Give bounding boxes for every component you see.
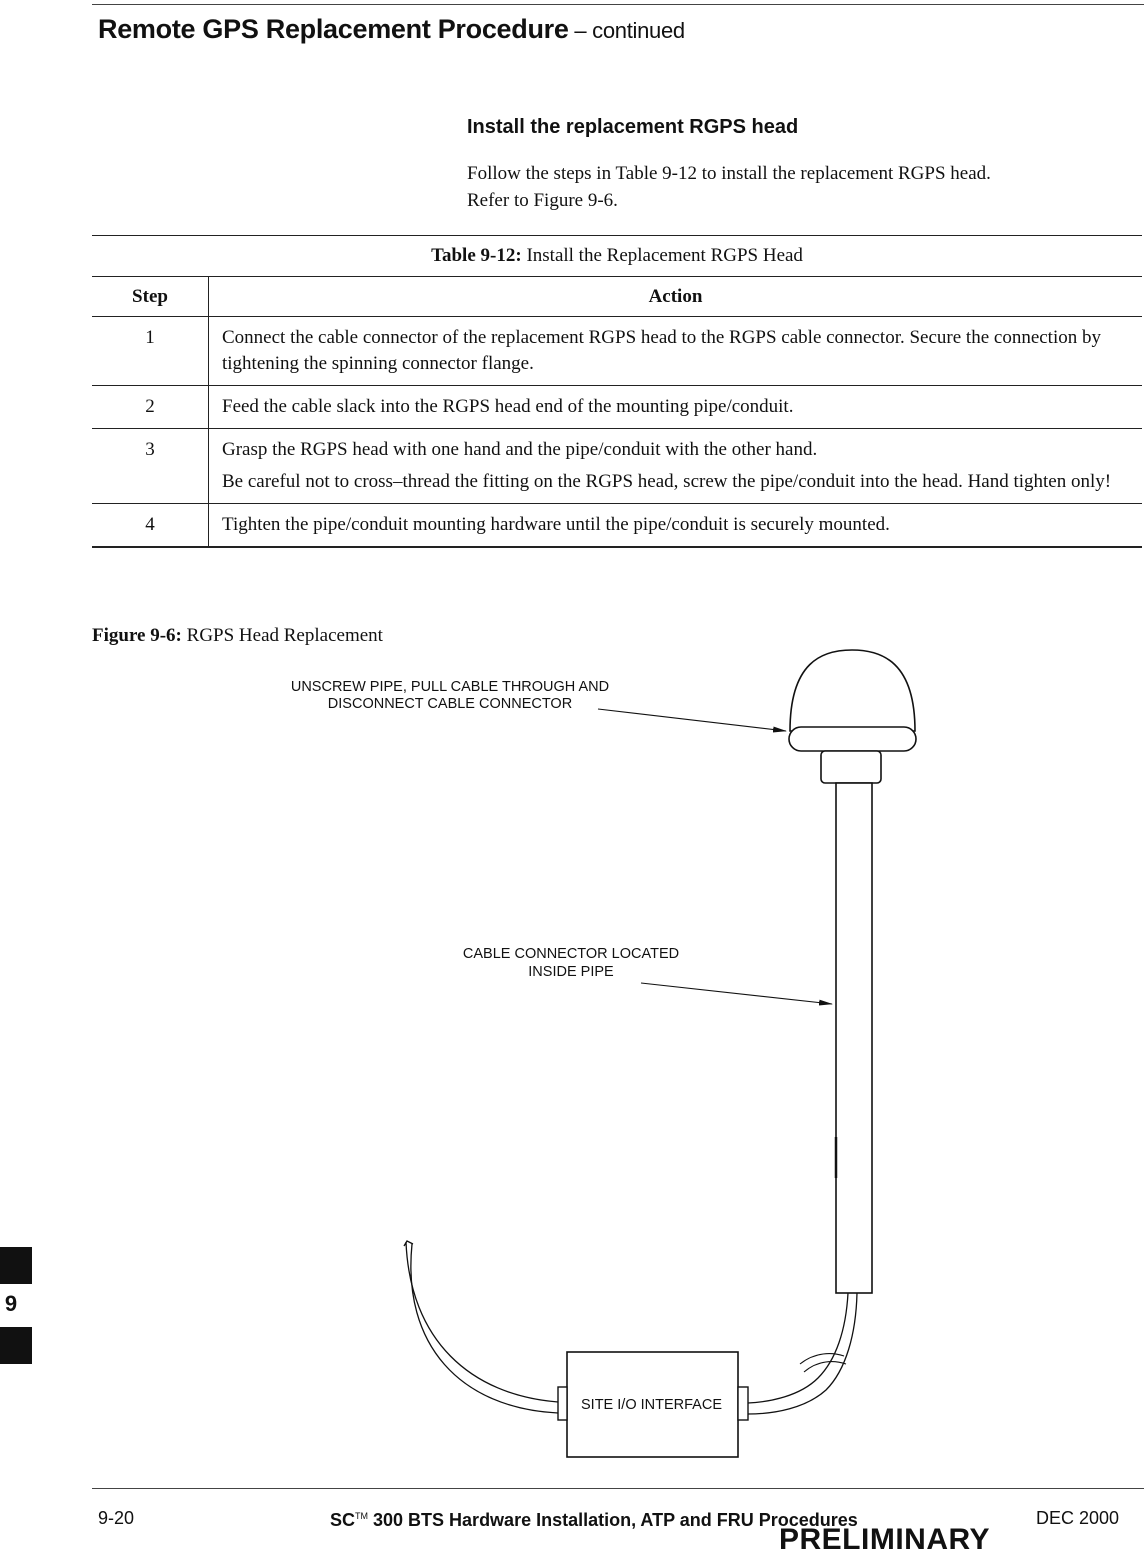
mounting-pipe — [836, 783, 872, 1293]
step-number: 2 — [92, 386, 209, 429]
column-header-step: Step — [92, 277, 209, 317]
footer-date: DEC 2000 — [1036, 1508, 1120, 1528]
preliminary-stamp: PRELIMINARY — [779, 1523, 991, 1556]
site-io-interface-label: SITE I/O INTERFACE — [581, 1397, 722, 1413]
interface-left-connector — [558, 1387, 567, 1420]
cable-twist-mark — [800, 1354, 846, 1372]
chapter-tab-lower — [0, 1327, 32, 1364]
page-heading-continued: – continued — [568, 18, 685, 43]
step-number: 1 — [92, 317, 209, 386]
figure-caption-label: Figure 9-6: — [92, 625, 182, 646]
footer-title-rest: 300 BTS Hardware Installation, ATP and FRU Procedures — [368, 1510, 858, 1530]
footer-title-prefix: SC — [330, 1510, 356, 1530]
trademark-mark: TM — [355, 1511, 369, 1521]
rgps-head-base — [789, 727, 916, 751]
action-text: Feed the cable slack into the RGPS head end of the mounting pipe/conduit. — [222, 396, 794, 417]
action-text: Grasp the RGPS head with one hand and the pipe/conduit with the other hand. — [222, 439, 818, 460]
footer-rule — [92, 1488, 1144, 1489]
section-title: Install the replacement RGPS head — [467, 116, 799, 138]
callout-connector-arrow — [641, 983, 832, 1004]
rgps-head-fitting — [821, 751, 881, 783]
intro-line-1: Follow the steps in Table 9-12 to install the replacement RGPS head. — [467, 163, 991, 184]
callout-unscrew-line-1: UNSCREW PIPE, PULL CABLE THROUGH AND — [290, 679, 610, 695]
step-number: 3 — [92, 429, 209, 504]
callout-connector-line-1: CABLE CONNECTOR LOCATED — [462, 946, 680, 962]
column-header-action: Action — [209, 277, 1143, 317]
chapter-tab-upper — [0, 1247, 32, 1284]
page-number: 9-20 — [98, 1508, 135, 1528]
callout-unscrew-arrow — [598, 709, 786, 731]
chapter-tab-number: 9 — [4, 1291, 18, 1316]
table-caption-text: Install the Replacement RGPS Head — [521, 245, 803, 266]
table-caption-label: Table 9-12: — [431, 245, 522, 266]
action-text: Tighten the pipe/conduit mounting hardware until the pipe/conduit is securely mounted. — [222, 514, 890, 535]
callout-connector-line-2: INSIDE PIPE — [528, 964, 614, 980]
interface-right-connector — [738, 1387, 748, 1420]
action-text: Connect the cable connector of the replacement RGPS head to the RGPS cable connector. Secure the connection by tightening the spinning connector flange. — [222, 327, 1101, 374]
figure-caption-text: RGPS Head Replacement — [181, 625, 383, 646]
action-text: Be careful not to cross–thread the fitting on the RGPS head, screw the pipe/conduit into the head. Hand tighten only! — [222, 471, 1112, 492]
intro-line-2: Refer to Figure 9-6. — [467, 190, 618, 211]
page-heading-title: Remote GPS Replacement Procedure — [98, 14, 569, 44]
cable-from-pipe-outer — [748, 1293, 857, 1414]
cable-to-left — [406, 1242, 558, 1402]
rgps-head-dome — [790, 650, 915, 731]
callout-unscrew-line-2: DISCONNECT CABLE CONNECTOR — [327, 696, 573, 712]
cable-to-left-outer — [411, 1244, 558, 1413]
cable-from-pipe — [748, 1293, 848, 1403]
step-number: 4 — [92, 504, 209, 548]
